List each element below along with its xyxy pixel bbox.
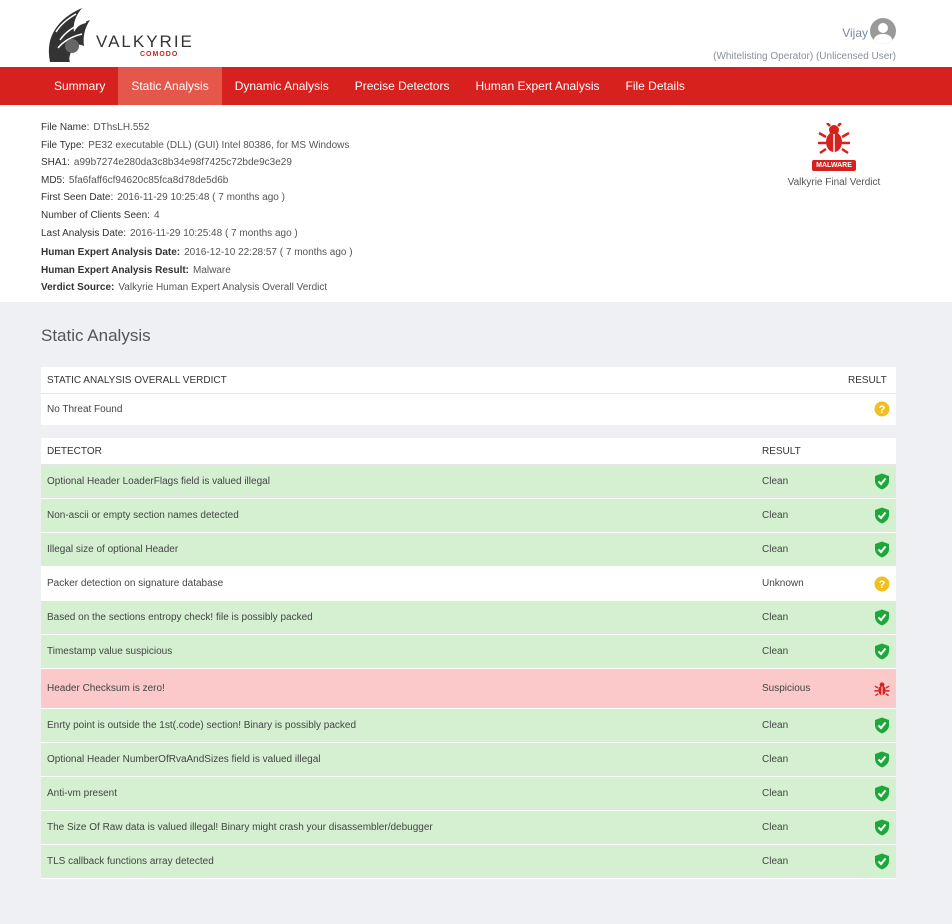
detector-row: [41, 845, 896, 879]
file-info-label: First Seen Date:: [41, 192, 114, 204]
tab-summary[interactable]: Summary: [54, 79, 106, 93]
detector-name: Header Checksum is zero!: [47, 683, 165, 694]
detector-row: [41, 567, 896, 601]
shield-check-icon: [872, 819, 896, 836]
overall-verdict-table: [41, 367, 896, 425]
header: [0, 0, 952, 67]
file-info-label: Human Expert Analysis Result:: [41, 264, 190, 276]
user-name[interactable]: Vijay: [842, 26, 868, 40]
shield-check-icon: [872, 609, 896, 626]
file-info-value: a99b7274e280da3c8b34e98f7425c72bde9c3e29: [73, 157, 292, 169]
result-column: RESULT: [762, 445, 801, 457]
detector-result: Clean: [762, 544, 789, 555]
shield-check-icon: [872, 785, 896, 802]
file-info-row: [41, 247, 353, 265]
detector-name: Anti-vm present: [47, 788, 118, 799]
detector-row: [41, 811, 896, 845]
detector-name: Optional Header LoaderFlags field is valued illegal: [47, 476, 270, 487]
tab-static-analysis[interactable]: Static Analysis: [118, 67, 221, 105]
tab-file-details[interactable]: File Details: [625, 79, 685, 93]
file-info-row: [41, 122, 353, 140]
svg-text:?: ?: [878, 404, 886, 416]
detector-name: The Size Of Raw data is valued illegal! Binary might crash your disassembler/debugger: [47, 822, 433, 833]
overall-verdict-row: [41, 394, 896, 425]
file-info-label: Last Analysis Date:: [41, 227, 127, 239]
detector-result: Clean: [762, 476, 789, 487]
file-info-row: [41, 228, 353, 246]
file-info-value: 2016-11-29 10:25:48 ( 7 months ago ): [130, 227, 298, 239]
section-title: Static Analysis: [41, 326, 151, 345]
file-info-value: DThsLH.552: [93, 122, 150, 133]
malware-badge: MALWARE: [812, 160, 856, 171]
detector-result: Clean: [762, 646, 789, 657]
detector-row: [41, 709, 896, 743]
final-verdict: [780, 123, 888, 188]
file-info-panel: [0, 105, 952, 302]
detector-result: Clean: [762, 720, 789, 731]
file-info-row: [41, 210, 353, 228]
overall-verdict-column: STATIC ANALYSIS OVERALL VERDICT: [47, 374, 227, 386]
file-info-row: [41, 282, 353, 300]
detector-name: Optional Header NumberOfRvaAndSizes field is valued illegal: [47, 754, 321, 765]
detector-name: Enrty point is outside the 1st(.code) section! Binary is possibly packed: [47, 720, 357, 731]
file-info-label: File Type:: [41, 139, 85, 151]
shield-check-icon: [872, 717, 896, 734]
malware-bug-icon: [817, 123, 851, 155]
file-info-label: Human Expert Analysis Date:: [41, 247, 181, 259]
question-icon: [872, 401, 896, 417]
detector-result: Suspicious: [762, 683, 811, 694]
detector-rows: [41, 465, 896, 879]
overall-verdict-header: [41, 367, 896, 394]
bug-icon: [872, 681, 896, 697]
detector-result: Clean: [762, 754, 789, 765]
main-nav: [0, 67, 952, 105]
verdict-label: Valkyrie Final Verdict: [787, 177, 881, 188]
shield-check-icon: [872, 507, 896, 524]
detector-result: Clean: [762, 856, 789, 867]
detector-result: Clean: [762, 822, 789, 833]
detector-row: [41, 465, 896, 499]
file-info-row: [41, 175, 353, 193]
detector-name: Packer detection on signature database: [47, 578, 224, 589]
file-info-label: File Name:: [41, 122, 90, 133]
file-info-row: [41, 192, 353, 210]
file-info-row: [41, 265, 353, 283]
shield-check-icon: [872, 541, 896, 558]
file-info-label: Number of Clients Seen:: [41, 209, 150, 221]
file-info-value: Valkyrie Human Expert Analysis Overall Verdict: [118, 282, 328, 294]
file-info-value: Malware: [193, 264, 231, 276]
result-column: RESULT: [848, 374, 887, 386]
brand-name: VALKYRIE: [96, 32, 194, 51]
valkyrie-helmet-icon: [42, 2, 102, 64]
detector-row: [41, 533, 896, 567]
avatar[interactable]: [870, 18, 896, 44]
file-info-row: [41, 157, 353, 175]
detector-row: [41, 669, 896, 709]
shield-check-icon: [872, 473, 896, 490]
detector-name: Based on the sections entropy check! file is possibly packed: [47, 612, 313, 623]
detector-result: Clean: [762, 788, 789, 799]
tab-human-expert-analysis[interactable]: Human Expert Analysis: [475, 79, 600, 93]
detector-name: TLS callback functions array detected: [47, 856, 214, 867]
shield-check-icon: [872, 751, 896, 768]
detector-result: Unknown: [762, 578, 804, 589]
detector-column: DETECTOR: [47, 445, 102, 457]
file-info-label: SHA1:: [41, 157, 70, 169]
file-info-value: 4: [153, 209, 160, 221]
detector-result: Clean: [762, 510, 789, 521]
file-info-row: [41, 140, 353, 158]
detector-result: Clean: [762, 612, 789, 623]
detector-header: [41, 438, 896, 465]
detector-name: Timestamp value suspicious: [47, 646, 173, 657]
detector-name: Non-ascii or empty section names detected: [47, 510, 239, 521]
shield-check-icon: [872, 853, 896, 870]
detector-row: [41, 743, 896, 777]
detector-row: [41, 635, 896, 669]
file-info-value: PE32 executable (DLL) (GUI) Intel 80386, for MS Windows: [88, 139, 350, 151]
user-role: (Whitelisting Operator) (Unlicensed User): [713, 51, 896, 62]
file-info-label: MD5:: [41, 174, 65, 186]
detector-row: [41, 777, 896, 811]
file-info-value: 2016-11-29 10:25:48 ( 7 months ago ): [117, 192, 285, 204]
brand-sub: COMODO: [140, 51, 179, 58]
valkyrie-logo[interactable]: [42, 2, 192, 64]
svg-text:?: ?: [878, 578, 886, 591]
detector-table: [41, 438, 896, 879]
file-info-value: 2016-12-10 22:28:57 ( 7 months ago ): [184, 247, 353, 259]
file-info-label: Verdict Source:: [41, 282, 115, 294]
file-info-list: [41, 122, 353, 300]
detector-row: [41, 601, 896, 635]
detector-name: Illegal size of optional Header: [47, 544, 179, 555]
question-icon: [872, 576, 896, 592]
tab-dynamic-analysis[interactable]: Dynamic Analysis: [234, 79, 329, 93]
detector-row: [41, 499, 896, 533]
tab-precise-detectors[interactable]: Precise Detectors: [354, 79, 450, 93]
file-info-value: 5fa6faff6cf94620c85fca8d78de5d6b: [68, 174, 229, 186]
user-icon: [870, 18, 896, 44]
overall-verdict-value: No Threat Found: [47, 403, 123, 415]
shield-check-icon: [872, 643, 896, 660]
